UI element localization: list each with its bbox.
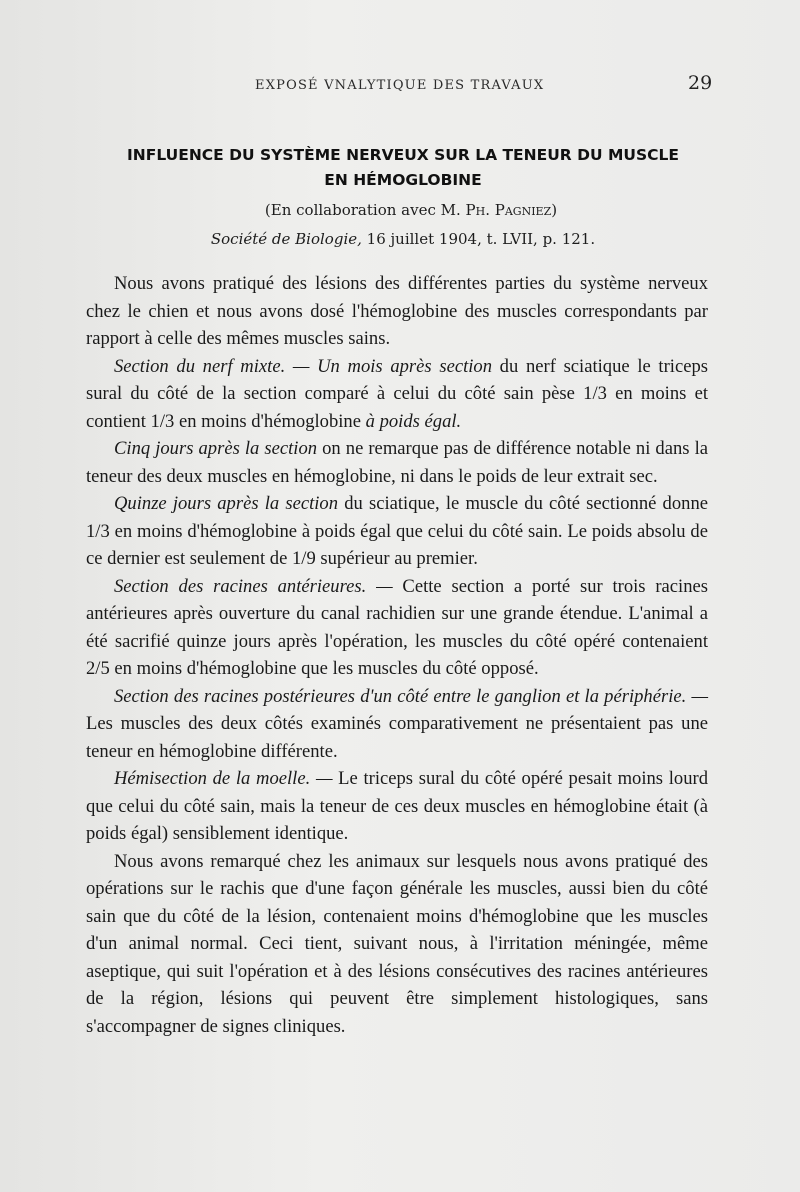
paragraph-five-days (86, 435, 708, 490)
paragraph-conclusion (86, 848, 708, 1041)
paragraph-heading: Hémisection de la moelle. — (114, 768, 333, 789)
paragraph-hemisection (86, 765, 708, 848)
paragraph-heading: Section des racines postérieures d'un côté entre le ganglion et la périphérie. — (114, 685, 708, 707)
article-title-line-1: INFLUENCE DU SYSTÈME NERVEUX SUR LA TENEUR DU MUSCLE (127, 146, 679, 164)
paragraph-text: Les muscles des deux côtés examinés comparativement ne présentaient pas une teneur en hémoglobine différente. (86, 713, 708, 762)
article-title-line-2: EN HÉMOGLOBINE (324, 171, 482, 189)
paragraph-emphasis: à poids égal. (365, 410, 462, 432)
paragraph-text: Nous avons pratiqué des lésions des différentes parties du système nerveux chez le chien et nous avons dosé l'hémoglobine des muscles correspondants par rapport à celle des mêmes muscles sains. (86, 273, 708, 349)
paragraph-text: on ne remarque pas de différence notable ni dans la teneur des deux muscles en hémoglobine, ni dans le poids de leur extrait sec. (86, 438, 708, 487)
collaboration-prefix: (En collaboration avec M. (264, 201, 461, 219)
paragraph-text: Nous avons remarqué chez les animaux sur lesquels nous avons pratiqué des opérations sur le rachis que d'une façon générale les muscles, aussi bien du côté sain que du côté de la lésion, contenaient moins d'hémoglobine que les muscles d'un animal normal. Ceci tient, suivant nous, à l'irritation méningée, même aseptique, qui suit l'opération et à des lésions consécutives des racines antérieures de la région, lésions qui peuvent être simplement histologiques, sans s'accompagner de signes cliniques. (86, 850, 708, 1037)
article-body (86, 270, 708, 1040)
collaboration-note (100, 201, 722, 219)
paragraph-heading: Section des racines antérieures. — (114, 575, 393, 597)
paragraph-text: Cette section a porté sur trois racines antérieures après ouverture du canal rachidien sur une grande étendue. L'animal a été sacrifié quinze jours après l'opération, les muscles du côté opéré contenaient 2/5 en moins d'hémoglobine que les muscles du côté opposé. (86, 575, 708, 679)
paragraph-anterior-roots (86, 573, 708, 683)
running-header: EXPOSÉ VNALYTIQUE DES TRAVAUX (255, 78, 545, 93)
publication-reference (92, 230, 714, 248)
publication-details: 16 juillet 1904, t. LVII, p. 121. (366, 230, 596, 248)
paragraph-heading: Quinze jours après la section (114, 493, 339, 514)
paragraph-text: du nerf sciatique le triceps sural du côté de la section comparé à celui du côté sain pèse 1/3 en moins et contient 1/3 en moins d'hémoglobine (86, 355, 708, 432)
paragraph-mixed-nerve (86, 353, 708, 436)
page-number: 29 (688, 72, 713, 94)
paragraph-fifteen-days (86, 490, 708, 573)
paragraph-posterior-roots (86, 683, 708, 766)
paragraph-text: du sciatique, le muscle du côté sectionné donne 1/3 en moins d'hémoglobine à poids égal que celui du côté sain. Le poids absolu de ce dernier est seulement de 1/9 supérieur au premier. (86, 493, 708, 569)
paragraph-heading: Cinq jours après la section (114, 438, 318, 459)
paragraph-text: Le triceps sural du côté opéré pesait moins lourd que celui du côté sain, mais la teneur de ces deux muscles en hémoglobine était (à poids égal) sensiblement identique. (86, 768, 708, 844)
paragraph-intro (86, 270, 708, 353)
paragraph-heading: Section du nerf mixte. — Un mois après section (114, 355, 492, 377)
journal-name: Société de Biologie, (210, 230, 362, 248)
collaborator-name: Ph. Pagniez) (465, 201, 558, 219)
